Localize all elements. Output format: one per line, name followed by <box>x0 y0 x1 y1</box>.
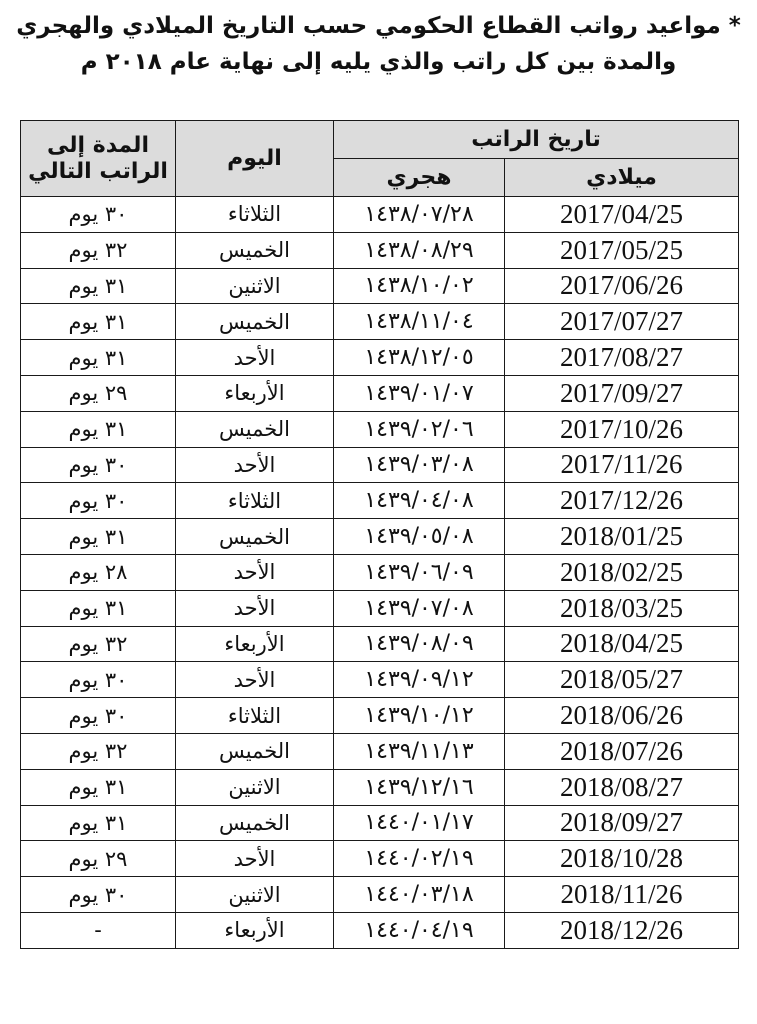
duration-cell: ٣٢ يوم <box>21 733 176 769</box>
hijri-date-cell: ١٤٤٠/٠٢/١٩ <box>334 841 505 877</box>
day-cell: الخميس <box>176 733 334 769</box>
table-row <box>21 268 739 304</box>
table-row <box>21 733 739 769</box>
day-cell: الأحد <box>176 662 334 698</box>
table-row <box>21 304 739 340</box>
hijri-date-cell: ١٤٤٠/٠٤/١٩ <box>334 912 505 948</box>
duration-cell: ٣١ يوم <box>21 805 176 841</box>
duration-cell: ٣٠ يوم <box>21 877 176 913</box>
table-row <box>21 769 739 805</box>
duration-cell: ٣١ يوم <box>21 304 176 340</box>
hijri-date-cell: ١٤٣٩/٠٦/٠٩ <box>334 554 505 590</box>
hijri-date-cell: ١٤٤٠/٠٣/١٨ <box>334 877 505 913</box>
title-line-1: * مواعيد رواتب القطاع الحكومي حسب التاريخ الميلادي والهجري <box>16 13 741 39</box>
table-row <box>21 519 739 555</box>
hijri-date-cell: ١٤٣٩/١٠/١٢ <box>334 698 505 734</box>
header-gregorian: ميلادي <box>505 159 739 197</box>
hijri-date-cell: ١٤٣٩/٠٩/١٢ <box>334 662 505 698</box>
day-cell: الثلاثاء <box>176 197 334 233</box>
duration-cell: ٣٢ يوم <box>21 626 176 662</box>
table-row <box>21 447 739 483</box>
gregorian-date-cell: 2018/09/27 <box>505 805 739 841</box>
hijri-date-cell: ١٤٣٩/١٢/١٦ <box>334 769 505 805</box>
table-row <box>21 626 739 662</box>
day-cell: الخميس <box>176 304 334 340</box>
hijri-date-cell: ١٤٣٩/٠٣/٠٨ <box>334 447 505 483</box>
table-row <box>21 232 739 268</box>
duration-cell: ٢٩ يوم <box>21 375 176 411</box>
hijri-date-cell: ١٤٣٩/٠٧/٠٨ <box>334 590 505 626</box>
header-hijri: هجري <box>334 159 505 197</box>
table-row <box>21 411 739 447</box>
duration-cell: ٣١ يوم <box>21 268 176 304</box>
hijri-date-cell: ١٤٣٨/٠٨/٢٩ <box>334 232 505 268</box>
duration-cell: ٣١ يوم <box>21 340 176 376</box>
gregorian-date-cell: 2018/11/26 <box>505 877 739 913</box>
duration-cell: ٣٢ يوم <box>21 232 176 268</box>
day-cell: الأحد <box>176 340 334 376</box>
duration-cell: ٣١ يوم <box>21 411 176 447</box>
gregorian-date-cell: 2017/04/25 <box>505 197 739 233</box>
gregorian-date-cell: 2017/12/26 <box>505 483 739 519</box>
gregorian-date-cell: 2018/06/26 <box>505 698 739 734</box>
gregorian-date-cell: 2017/11/26 <box>505 447 739 483</box>
gregorian-date-cell: 2017/08/27 <box>505 340 739 376</box>
day-cell: الاثنين <box>176 268 334 304</box>
day-cell: الاثنين <box>176 877 334 913</box>
table-row <box>21 483 739 519</box>
table-row <box>21 375 739 411</box>
duration-cell: ٣١ يوم <box>21 590 176 626</box>
gregorian-date-cell: 2017/10/26 <box>505 411 739 447</box>
hijri-date-cell: ١٤٤٠/٠١/١٧ <box>334 805 505 841</box>
table-row <box>21 662 739 698</box>
table-row <box>21 805 739 841</box>
hijri-date-cell: ١٤٣٩/٠٨/٠٩ <box>334 626 505 662</box>
table-row <box>21 554 739 590</box>
salary-schedule-table <box>20 120 739 949</box>
hijri-date-cell: ١٤٣٩/٠٤/٠٨ <box>334 483 505 519</box>
hijri-date-cell: ١٤٣٩/٠٥/٠٨ <box>334 519 505 555</box>
duration-cell: ٣٠ يوم <box>21 447 176 483</box>
duration-cell: ٢٨ يوم <box>21 554 176 590</box>
day-cell: الأحد <box>176 554 334 590</box>
duration-cell: ٣٠ يوم <box>21 197 176 233</box>
table-body <box>21 197 739 949</box>
day-cell: الأربعاء <box>176 912 334 948</box>
duration-cell: ٣٠ يوم <box>21 662 176 698</box>
gregorian-date-cell: 2017/06/26 <box>505 268 739 304</box>
duration-cell: ٣١ يوم <box>21 519 176 555</box>
header-duration: المدة إلى الراتب التالي <box>21 121 176 197</box>
table-row <box>21 841 739 877</box>
gregorian-date-cell: 2018/04/25 <box>505 626 739 662</box>
gregorian-date-cell: 2017/05/25 <box>505 232 739 268</box>
day-cell: الأربعاء <box>176 626 334 662</box>
header-salary-date: تاريخ الراتب <box>334 121 739 159</box>
table-row <box>21 197 739 233</box>
gregorian-date-cell: 2018/08/27 <box>505 769 739 805</box>
gregorian-date-cell: 2018/02/25 <box>505 554 739 590</box>
table-row <box>21 877 739 913</box>
gregorian-date-cell: 2018/05/27 <box>505 662 739 698</box>
duration-cell: ٢٩ يوم <box>21 841 176 877</box>
day-cell: الخميس <box>176 232 334 268</box>
title-line-2: والمدة بين كل راتب والذي يليه إلى نهاية عام ٢٠١٨ م <box>80 49 677 75</box>
table-row <box>21 912 739 948</box>
hijri-date-cell: ١٤٣٨/١٠/٠٢ <box>334 268 505 304</box>
duration-cell: ٣٠ يوم <box>21 483 176 519</box>
gregorian-date-cell: 2018/10/28 <box>505 841 739 877</box>
day-cell: الخميس <box>176 805 334 841</box>
gregorian-date-cell: 2017/09/27 <box>505 375 739 411</box>
hijri-date-cell: ١٤٣٩/٠١/٠٧ <box>334 375 505 411</box>
day-cell: الخميس <box>176 411 334 447</box>
day-cell: الثلاثاء <box>176 698 334 734</box>
hijri-date-cell: ١٤٣٩/١١/١٣ <box>334 733 505 769</box>
header-day: اليوم <box>176 121 334 197</box>
duration-cell: ٣١ يوم <box>21 769 176 805</box>
day-cell: الأحد <box>176 841 334 877</box>
gregorian-date-cell: 2018/07/26 <box>505 733 739 769</box>
duration-cell: ٣٠ يوم <box>21 698 176 734</box>
hijri-date-cell: ١٤٣٨/١١/٠٤ <box>334 304 505 340</box>
day-cell: الاثنين <box>176 769 334 805</box>
hijri-date-cell: ١٤٣٩/٠٢/٠٦ <box>334 411 505 447</box>
gregorian-date-cell: 2018/01/25 <box>505 519 739 555</box>
day-cell: الأحد <box>176 590 334 626</box>
table-row <box>21 590 739 626</box>
gregorian-date-cell: 2018/12/26 <box>505 912 739 948</box>
day-cell: الخميس <box>176 519 334 555</box>
duration-cell: - <box>21 912 176 948</box>
table-row <box>21 698 739 734</box>
table-row <box>21 340 739 376</box>
hijri-date-cell: ١٤٣٨/١٢/٠٥ <box>334 340 505 376</box>
day-cell: الثلاثاء <box>176 483 334 519</box>
day-cell: الأربعاء <box>176 375 334 411</box>
hijri-date-cell: ١٤٣٨/٠٧/٢٨ <box>334 197 505 233</box>
gregorian-date-cell: 2017/07/27 <box>505 304 739 340</box>
day-cell: الأحد <box>176 447 334 483</box>
gregorian-date-cell: 2018/03/25 <box>505 590 739 626</box>
document-title <box>0 0 757 80</box>
